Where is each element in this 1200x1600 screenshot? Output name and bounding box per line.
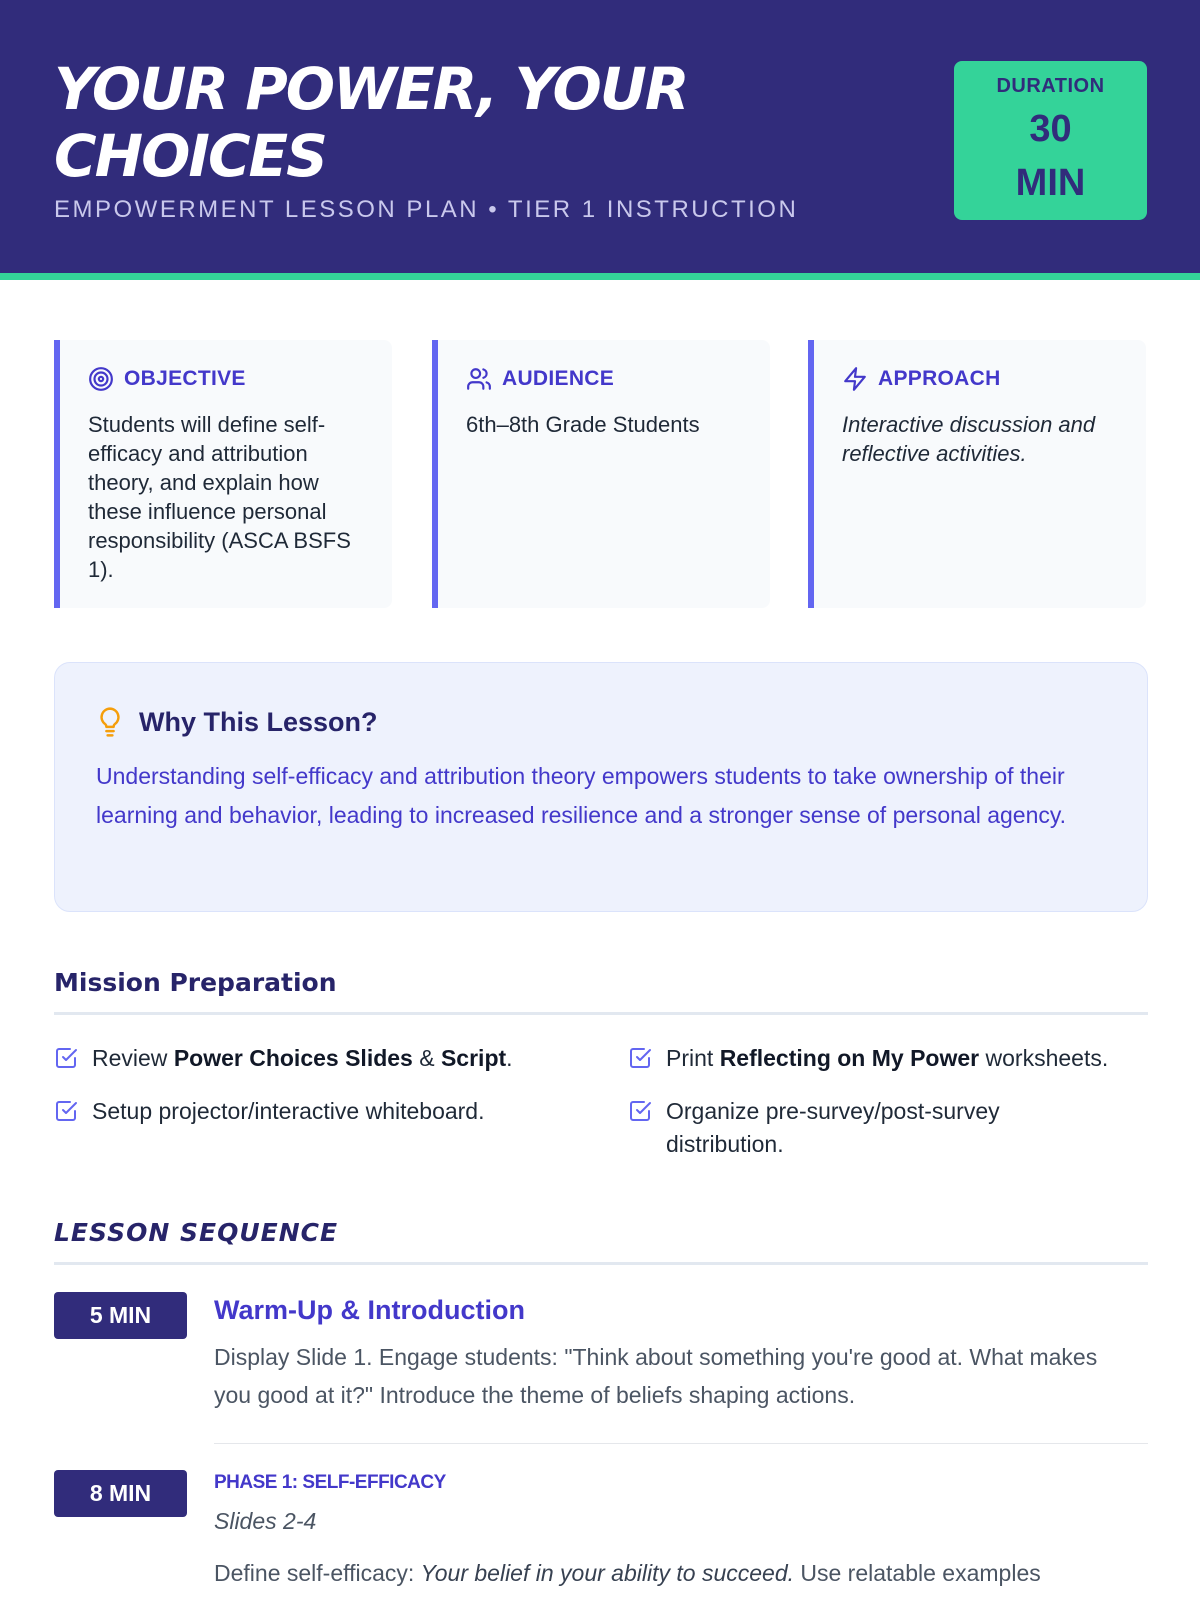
prep-item	[628, 1042, 1108, 1075]
audience-card-header	[466, 366, 614, 392]
prep-item-text: Review Power Choices Slides & Script.	[92, 1045, 513, 1071]
prep-item	[54, 1095, 485, 1128]
duration-label: DURATION	[996, 75, 1105, 97]
objective-card-header	[88, 366, 246, 392]
prep-item-text: Setup projector/interactive whiteboard.	[92, 1098, 485, 1124]
why-text: Understanding self-efficacy and attribution theory empowers students to take ownership of their learning and behavior, leading to increased resilience and a stronger sense of personal agency.	[96, 763, 1067, 828]
checkbox-checked-icon	[54, 1099, 78, 1123]
step-duration-badge: 5 MIN	[54, 1292, 187, 1339]
objective-text: Students will define self-efficacy and attribution theory, and explain how these influence personal responsibility (ASCA BSFS 1).	[88, 412, 351, 582]
duration-badge	[954, 61, 1147, 220]
mission-preparation-title: Mission Preparation	[54, 968, 337, 997]
step-divider	[214, 1443, 1148, 1444]
step-description: Define self-efficacy: Your belief in your ability to succeed. Use relatable examples	[214, 1560, 1041, 1586]
objective-card	[54, 340, 392, 608]
audience-text: 6th–8th Grade Students	[466, 412, 700, 437]
why-title: Why This Lesson?	[139, 706, 378, 737]
objective-label: OBJECTIVE	[124, 367, 246, 390]
checkbox-checked-icon	[628, 1046, 652, 1070]
page-title: YOUR POWER, YOUR CHOICES	[54, 55, 688, 190]
prep-item-text: Print Reflecting on My Power worksheets.	[666, 1045, 1109, 1071]
approach-label: APPROACH	[878, 367, 1001, 390]
step-phase-label: PHASE 1: SELF-EFFICACY	[214, 1472, 446, 1493]
prep-item	[54, 1042, 513, 1075]
target-icon	[88, 366, 114, 392]
step-slides-ref: Slides 2-4	[214, 1508, 317, 1534]
approach-text: Interactive discussion and reflective activities.	[842, 412, 1096, 466]
lightning-icon	[842, 366, 868, 392]
why-header	[95, 705, 378, 739]
prep-item-text: Organize pre-survey/post-survey distribution.	[666, 1098, 1000, 1157]
audience-card	[432, 340, 770, 608]
checkbox-checked-icon	[628, 1099, 652, 1123]
users-icon	[466, 366, 492, 392]
step-description: Display Slide 1. Engage students: "Think about something you're good at. What makes you good at it?" Introduce the theme of beliefs shaping actions.	[214, 1344, 1098, 1408]
page-subtitle: EMPOWERMENT LESSON PLAN • TIER 1 INSTRUCTION	[54, 196, 799, 223]
checkbox-checked-icon	[54, 1046, 78, 1070]
lesson-header	[0, 0, 1200, 280]
audience-label: AUDIENCE	[502, 367, 615, 390]
lesson-sequence-divider	[54, 1262, 1148, 1265]
prep-item	[628, 1095, 1068, 1161]
approach-card-header	[842, 366, 1001, 392]
step-title: Warm-Up & Introduction	[214, 1295, 525, 1325]
duration-value: 30 MIN	[1015, 108, 1086, 204]
mission-preparation-divider	[54, 1012, 1148, 1015]
lightbulb-icon	[95, 705, 125, 739]
why-this-lesson-panel	[54, 662, 1148, 912]
step-duration-badge: 8 MIN	[54, 1470, 187, 1517]
lesson-sequence-title: LESSON SEQUENCE	[54, 1218, 339, 1247]
approach-card	[808, 340, 1146, 608]
